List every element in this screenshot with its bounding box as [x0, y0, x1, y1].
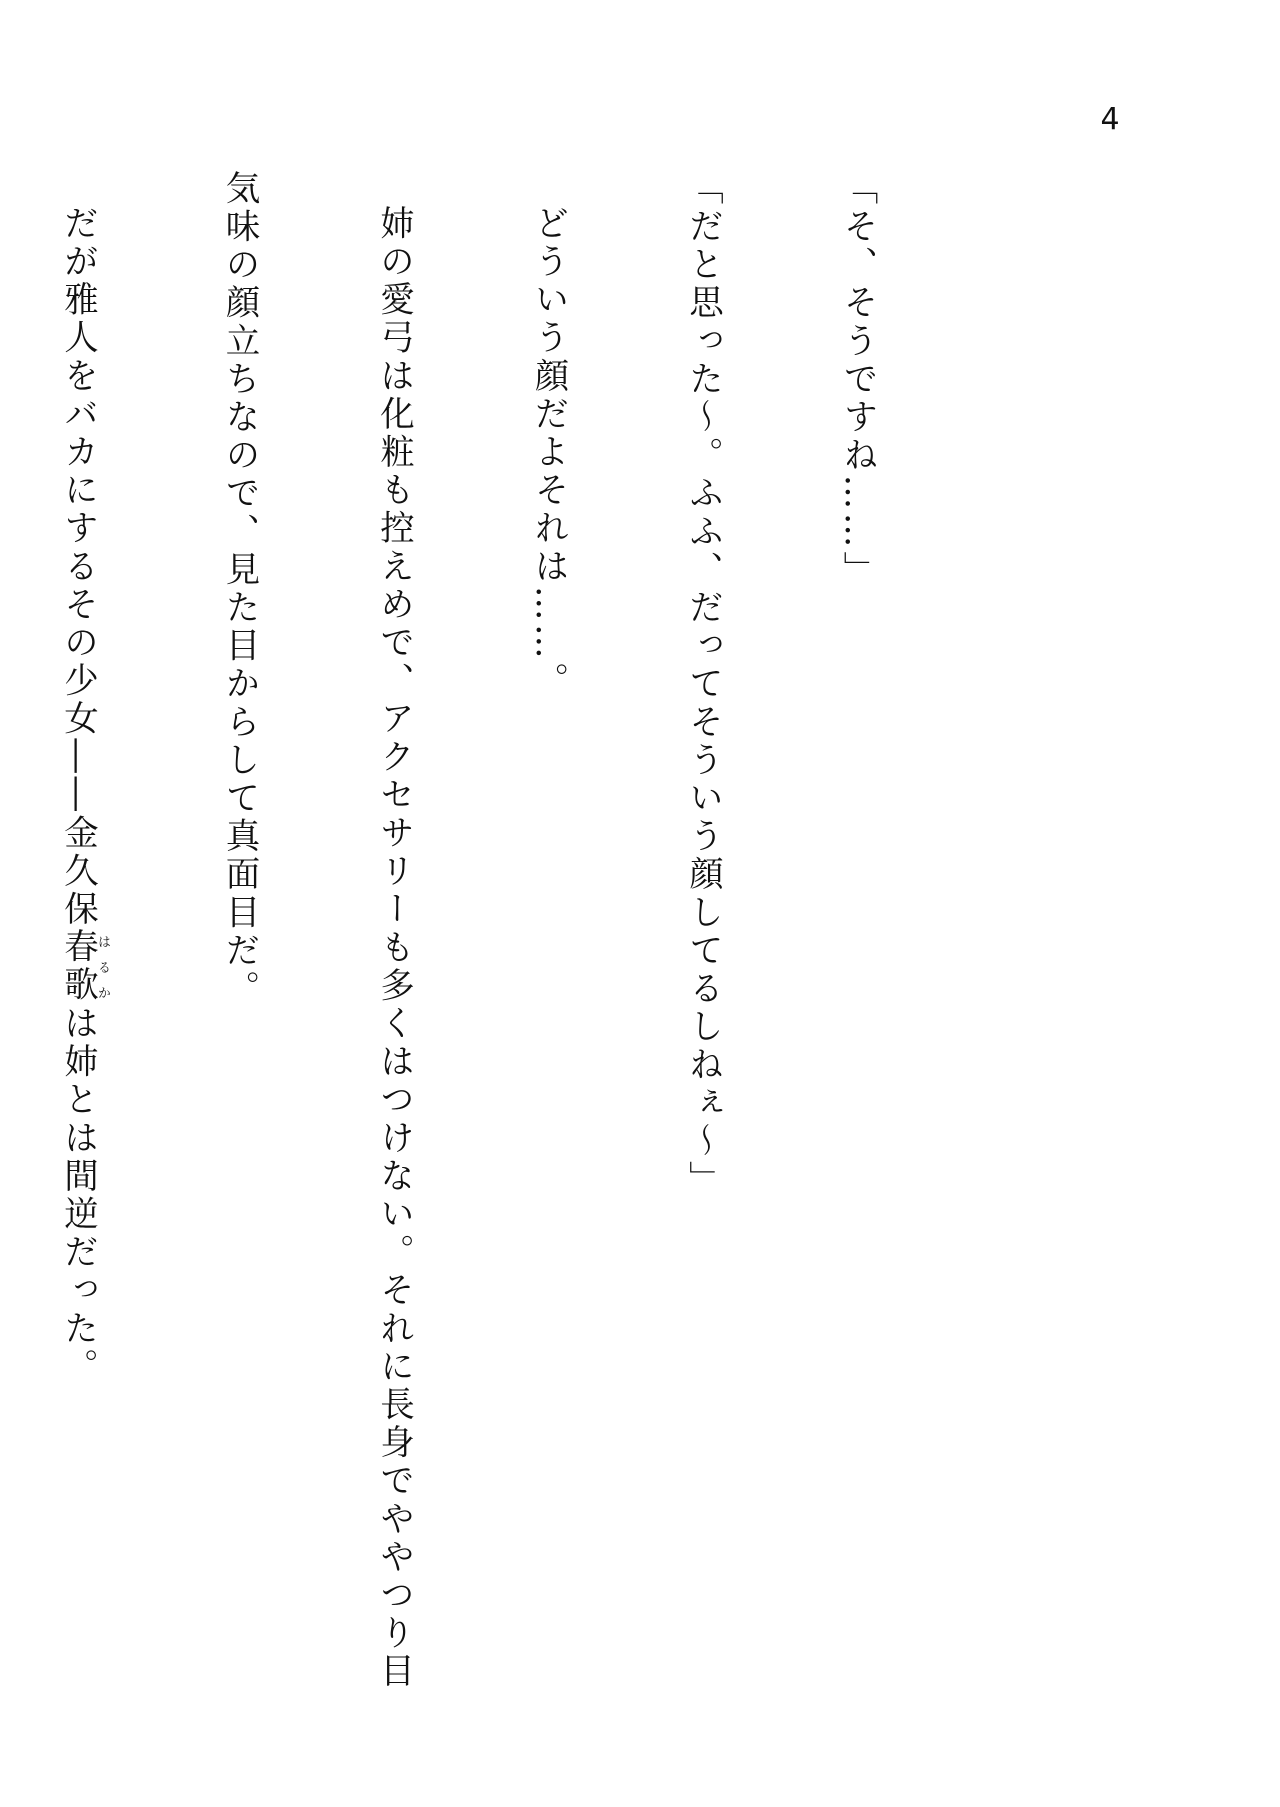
page-number: 4	[1100, 102, 1120, 137]
vertical-text-body	[0, 170, 985, 1730]
text-line: 姉の愛弓は化粧も控えめで、アクセサリーも多くはつけない。それに長身でややつり目	[373, 204, 414, 1691]
ruby-annotation: 春歌はるか	[57, 928, 110, 1005]
text-line: 気味の顔立ちなので、見た目からして真面目だ。	[219, 170, 259, 1009]
text-line: 「そ、そうですね……」	[837, 170, 877, 590]
ruby-reading: はるか	[95, 928, 110, 1005]
text-line: どういう顔だよそれは……。	[528, 204, 568, 700]
text-line-with-ruby: だが雅人をバカにするその少女――金久保春歌はるかは姉とは間逆だった。	[57, 204, 110, 1386]
text-line: 「だと思った～。ふふ、だってそういう顔してるしねぇ～」	[682, 170, 723, 1199]
